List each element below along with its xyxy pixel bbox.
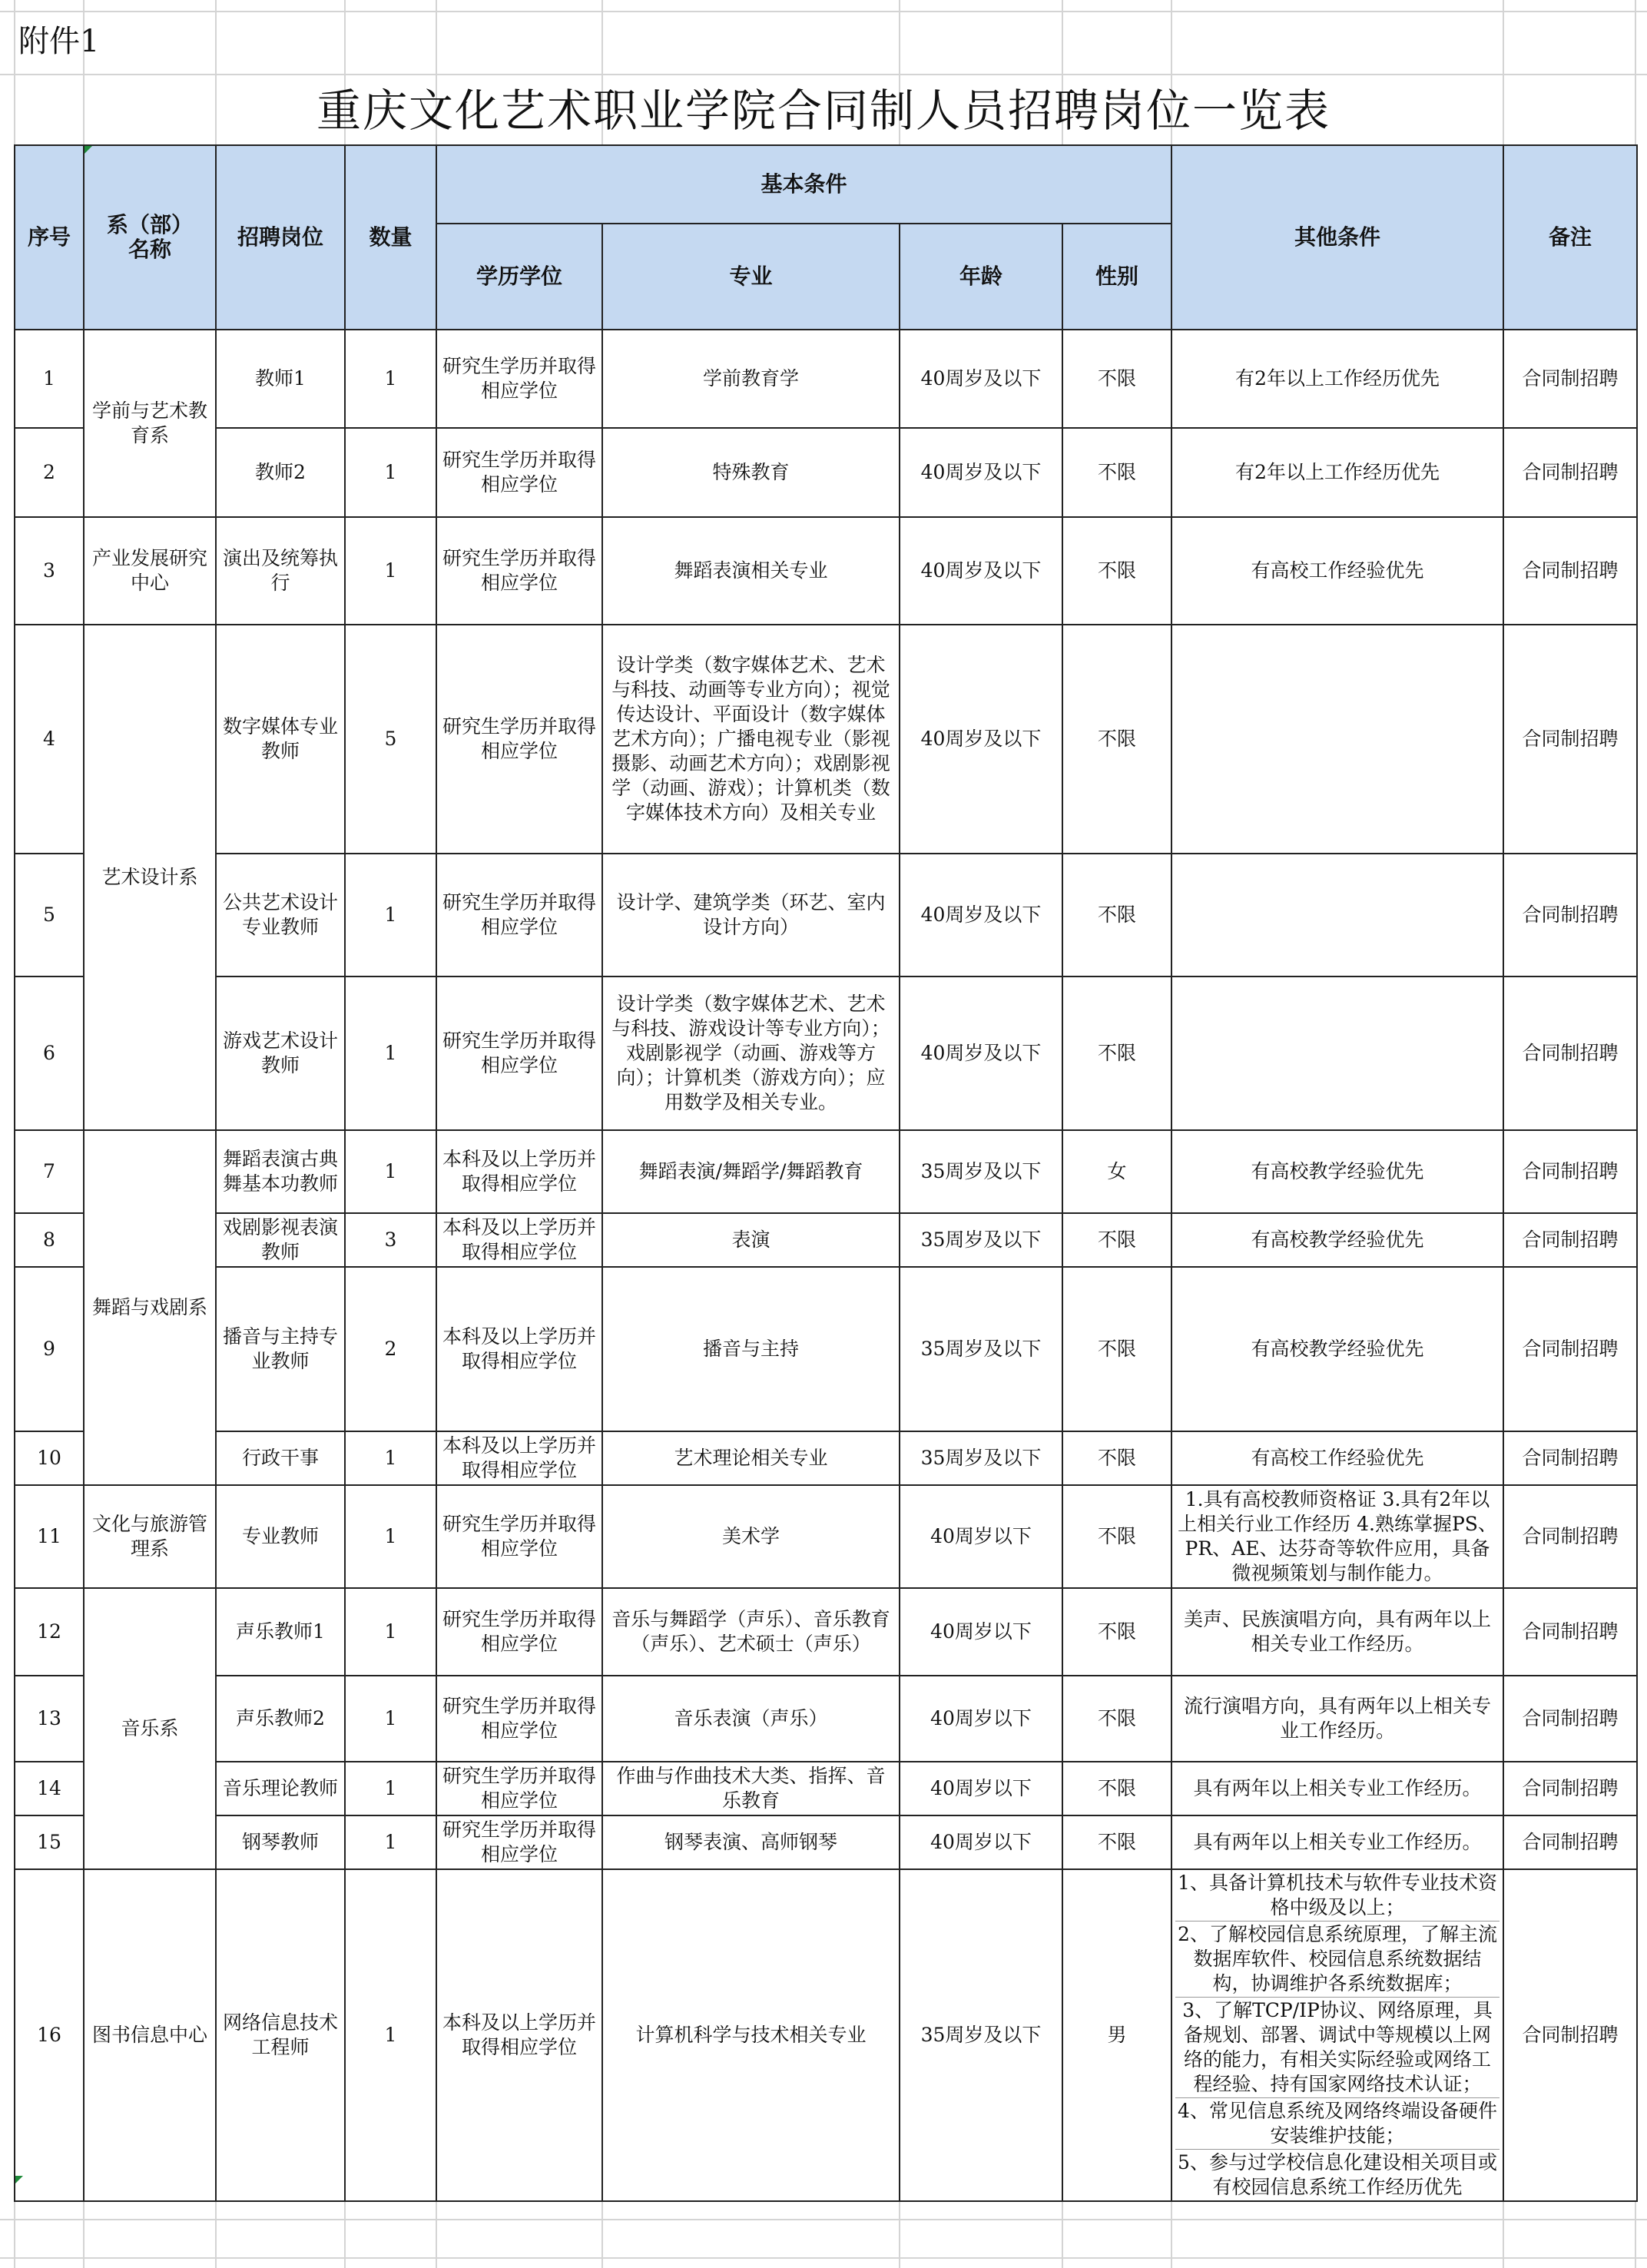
cell-remark: 合同制招聘 [1503, 1130, 1637, 1213]
cell-seq: 4 [15, 625, 84, 854]
table-row [15, 976, 1637, 1130]
header-remark: 备注 [1503, 145, 1637, 330]
table-row [15, 1485, 1637, 1588]
cell-count: 2 [345, 1267, 436, 1431]
cell-major: 学前教育学 [602, 330, 900, 428]
cell-education: 本科及以上学历并取得相应学位 [436, 1213, 602, 1267]
table-row [15, 1267, 1637, 1431]
cell-major: 设计学类（数字媒体艺术、艺术与科技、动画等专业方向）；视觉传达设计、平面设计（数字媒体艺术方向）；广播电视专业（影视摄影、动画艺术方向）；戏剧影视学（动画、游戏）；计算机类（数字媒体技术方向）及相关专业 [602, 625, 900, 854]
cell-other-list [1171, 1869, 1503, 2201]
cell-count: 1 [345, 517, 436, 625]
cell-gender: 不限 [1062, 854, 1171, 976]
cell-position: 网络信息技术工程师 [216, 1869, 345, 2201]
table-row [15, 1588, 1637, 1676]
cell-education: 研究生学历并取得相应学位 [436, 976, 602, 1130]
cell-age: 40周岁以下 [900, 1676, 1062, 1762]
cell-education: 研究生学历并取得相应学位 [436, 428, 602, 517]
cell-remark: 合同制招聘 [1503, 1762, 1637, 1815]
cell-remark: 合同制招聘 [1503, 330, 1637, 428]
cell-major: 表演 [602, 1213, 900, 1267]
cell-major: 艺术理论相关专业 [602, 1431, 900, 1485]
cell-seq: 11 [15, 1485, 84, 1588]
cell-age: 40周岁及以下 [900, 517, 1062, 625]
cell-education: 研究生学历并取得相应学位 [436, 330, 602, 428]
cell-gender: 不限 [1062, 1588, 1171, 1676]
cell-other [1171, 976, 1503, 1130]
cell-count: 1 [345, 330, 436, 428]
cell-other [1171, 854, 1503, 976]
cell-education: 研究生学历并取得相应学位 [436, 517, 602, 625]
cell-count: 1 [345, 1815, 436, 1869]
cell-count: 1 [345, 428, 436, 517]
cell-dept: 艺术设计系 [84, 625, 216, 1130]
cell-seq: 7 [15, 1130, 84, 1213]
cell-gender: 不限 [1062, 1431, 1171, 1485]
cell-position: 教师2 [216, 428, 345, 517]
cell-education: 本科及以上学历并取得相应学位 [436, 1431, 602, 1485]
cell-seq: 15 [15, 1815, 84, 1869]
header-basic: 基本条件 [436, 145, 1171, 224]
cell-count: 1 [345, 854, 436, 976]
table-row [15, 428, 1637, 517]
cell-count: 1 [345, 1431, 436, 1485]
cell-remark: 合同制招聘 [1503, 854, 1637, 976]
cell-other: 具有两年以上相关专业工作经历。 [1171, 1815, 1503, 1869]
cell-position: 舞蹈表演古典舞基本功教师 [216, 1130, 345, 1213]
cell-age: 40周岁以下 [900, 1485, 1062, 1588]
table-row [15, 1869, 1637, 2201]
recruitment-table [14, 144, 1638, 2202]
cell-position: 戏剧影视表演教师 [216, 1213, 345, 1267]
cell-count: 1 [345, 976, 436, 1130]
cell-major: 音乐表演（声乐） [602, 1676, 900, 1762]
cell-dept: 学前与艺术教育系 [84, 330, 216, 517]
cell-age: 40周岁及以下 [900, 976, 1062, 1130]
cell-other: 具有两年以上相关专业工作经历。 [1171, 1762, 1503, 1815]
cell-marker-icon [15, 2176, 23, 2183]
table-row [15, 625, 1637, 854]
cell-position: 教师1 [216, 330, 345, 428]
cell-seq: 5 [15, 854, 84, 976]
table-row [15, 1213, 1637, 1267]
cell-age: 35周岁及以下 [900, 1431, 1062, 1485]
cell-gender: 不限 [1062, 976, 1171, 1130]
cell-position: 钢琴教师 [216, 1815, 345, 1869]
requirement-item: 5、参与过学校信息化建设相关项目或有校园信息系统工作经历优先 [1178, 2151, 1497, 2198]
gridline [0, 2219, 1647, 2220]
header-seq: 序号 [15, 145, 84, 330]
cell-major: 计算机科学与技术相关专业 [602, 1869, 900, 2201]
cell-seq: 6 [15, 976, 84, 1130]
header-major: 专业 [602, 224, 900, 330]
cell-gender: 不限 [1062, 1267, 1171, 1431]
cell-gender: 不限 [1062, 1213, 1171, 1267]
cell-education: 研究生学历并取得相应学位 [436, 1588, 602, 1676]
cell-position: 游戏艺术设计教师 [216, 976, 345, 1130]
cell-dept: 音乐系 [84, 1588, 216, 1869]
cell-remark: 合同制招聘 [1503, 517, 1637, 625]
cell-other: 流行演唱方向，具有两年以上相关专业工作经历。 [1171, 1676, 1503, 1762]
header-education: 学历学位 [436, 224, 602, 330]
table-row [15, 1815, 1637, 1869]
cell-count: 3 [345, 1213, 436, 1267]
cell-major: 舞蹈表演/舞蹈学/舞蹈教育 [602, 1130, 900, 1213]
cell-other: 有高校工作经验优先 [1171, 517, 1503, 625]
cell-education: 研究生学历并取得相应学位 [436, 1676, 602, 1762]
requirement-item: 4、常见信息系统及网络终端设备硬件安装维护技能； [1175, 2098, 1500, 2150]
gridline [0, 2257, 1647, 2259]
cell-age: 35周岁及以下 [900, 1213, 1062, 1267]
cell-education: 研究生学历并取得相应学位 [436, 625, 602, 854]
cell-major: 美术学 [602, 1485, 900, 1588]
cell-dept: 文化与旅游管理系 [84, 1485, 216, 1588]
cell-age: 40周岁及以下 [900, 330, 1062, 428]
cell-major: 作曲与作曲技术大类、指挥、音乐教育 [602, 1762, 900, 1815]
header-other: 其他条件 [1171, 145, 1503, 330]
cell-gender: 不限 [1062, 1815, 1171, 1869]
gridline [0, 74, 1647, 75]
cell-gender: 不限 [1062, 428, 1171, 517]
table-row [15, 1431, 1637, 1485]
cell-marker-icon [85, 146, 92, 154]
cell-other: 1.具有高校教师资格证 3.具有2年以上相关行业工作经历 4.熟练掌握PS、PR、AE、达芬奇等软件应用，具备微视频策划与制作能力。 [1171, 1485, 1503, 1588]
cell-education: 研究生学历并取得相应学位 [436, 1762, 602, 1815]
cell-dept: 产业发展研究中心 [84, 517, 216, 625]
cell-age: 40周岁及以下 [900, 428, 1062, 517]
cell-seq: 10 [15, 1431, 84, 1485]
cell-remark: 合同制招聘 [1503, 1431, 1637, 1485]
cell-seq: 3 [15, 517, 84, 625]
cell-position: 音乐理论教师 [216, 1762, 345, 1815]
cell-major: 设计学、建筑学类（环艺、室内设计方向） [602, 854, 900, 976]
header-age: 年龄 [900, 224, 1062, 330]
cell-age: 40周岁及以下 [900, 854, 1062, 976]
table-row [15, 1762, 1637, 1815]
cell-major: 音乐与舞蹈学（声乐）、音乐教育（声乐）、艺术硕士（声乐） [602, 1588, 900, 1676]
cell-remark: 合同制招聘 [1503, 1485, 1637, 1588]
table-row [15, 517, 1637, 625]
cell-education: 本科及以上学历并取得相应学位 [436, 1869, 602, 2201]
header-count: 数量 [345, 145, 436, 330]
table-row [15, 1676, 1637, 1762]
cell-gender: 不限 [1062, 1676, 1171, 1762]
cell-position: 声乐教师2 [216, 1676, 345, 1762]
cell-remark: 合同制招聘 [1503, 1213, 1637, 1267]
requirement-item: 1、具备计算机技术与软件专业技术资格中级及以上； [1175, 1870, 1500, 1922]
header-gender: 性别 [1062, 224, 1171, 330]
cell-remark: 合同制招聘 [1503, 976, 1637, 1130]
cell-remark: 合同制招聘 [1503, 1869, 1637, 2201]
cell-count: 5 [345, 625, 436, 854]
cell-count: 1 [345, 1676, 436, 1762]
cell-count: 1 [345, 1485, 436, 1588]
cell-gender: 不限 [1062, 330, 1171, 428]
cell-count: 1 [345, 1130, 436, 1213]
cell-seq: 2 [15, 428, 84, 517]
cell-position: 公共艺术设计专业教师 [216, 854, 345, 976]
cell-gender: 不限 [1062, 1762, 1171, 1815]
table-row [15, 1130, 1637, 1213]
cell-seq: 8 [15, 1213, 84, 1267]
cell-remark: 合同制招聘 [1503, 428, 1637, 517]
cell-age: 35周岁及以下 [900, 1869, 1062, 2201]
cell-count: 1 [345, 1588, 436, 1676]
cell-count: 1 [345, 1869, 436, 2201]
cell-dept: 舞蹈与戏剧系 [84, 1130, 216, 1485]
cell-education: 研究生学历并取得相应学位 [436, 854, 602, 976]
cell-remark: 合同制招聘 [1503, 1267, 1637, 1431]
requirement-item: 3、了解TCP/IP协议、网络原理，具备规划、部署、调试中等规模以上网络的能力，有相关实际经验或网络工程经验、持有国家网络技术认证； [1175, 1998, 1500, 2098]
header-position: 招聘岗位 [216, 145, 345, 330]
cell-position: 声乐教师1 [216, 1588, 345, 1676]
cell-major: 钢琴表演、高师钢琴 [602, 1815, 900, 1869]
cell-position: 专业教师 [216, 1485, 345, 1588]
cell-seq: 14 [15, 1762, 84, 1815]
cell-age: 35周岁及以下 [900, 1267, 1062, 1431]
table-row [15, 854, 1637, 976]
cell-other: 美声、民族演唱方向，具有两年以上相关专业工作经历。 [1171, 1588, 1503, 1676]
cell-remark: 合同制招聘 [1503, 1676, 1637, 1762]
cell-education: 本科及以上学历并取得相应学位 [436, 1267, 602, 1431]
cell-age: 40周岁以下 [900, 1762, 1062, 1815]
cell-remark: 合同制招聘 [1503, 1588, 1637, 1676]
cell-age: 35周岁及以下 [900, 1130, 1062, 1213]
cell-age: 40周岁以下 [900, 1588, 1062, 1676]
cell-age: 40周岁及以下 [900, 625, 1062, 854]
cell-seq: 13 [15, 1676, 84, 1762]
cell-count: 1 [345, 1762, 436, 1815]
cell-education: 本科及以上学历并取得相应学位 [436, 1130, 602, 1213]
cell-other [1171, 625, 1503, 854]
cell-other: 有高校教学经验优先 [1171, 1213, 1503, 1267]
cell-gender: 不限 [1062, 1485, 1171, 1588]
header-dept: 系（部） 名称 [84, 145, 216, 330]
cell-gender: 不限 [1062, 517, 1171, 625]
cell-major: 设计学类（数字媒体艺术、艺术与科技、游戏设计等专业方向）；戏剧影视学（动画、游戏等方向）；计算机类（游戏方向）；应用数学及相关专业。 [602, 976, 900, 1130]
cell-other: 有高校工作经验优先 [1171, 1431, 1503, 1485]
cell-other: 有2年以上工作经历优先 [1171, 330, 1503, 428]
cell-seq: 1 [15, 330, 84, 428]
cell-major: 舞蹈表演相关专业 [602, 517, 900, 625]
attachment-label: 附件1 [18, 24, 100, 59]
cell-seq: 9 [15, 1267, 84, 1431]
cell-position: 演出及统筹执行 [216, 517, 345, 625]
page-title: 重庆文化艺术职业学院合同制人员招聘岗位一览表 [316, 85, 1331, 137]
gridline [0, 11, 1647, 12]
cell-age: 40周岁以下 [900, 1815, 1062, 1869]
cell-seq: 12 [15, 1588, 84, 1676]
cell-position: 数字媒体专业教师 [216, 625, 345, 854]
cell-major: 特殊教育 [602, 428, 900, 517]
cell-gender: 不限 [1062, 625, 1171, 854]
cell-major: 播音与主持 [602, 1267, 900, 1431]
cell-gender: 男 [1062, 1869, 1171, 2201]
cell-seq: 16 [15, 1869, 84, 2201]
cell-position: 行政干事 [216, 1431, 345, 1485]
cell-position: 播音与主持专业教师 [216, 1267, 345, 1431]
cell-other: 有高校教学经验优先 [1171, 1130, 1503, 1213]
cell-remark: 合同制招聘 [1503, 1815, 1637, 1869]
cell-other: 有2年以上工作经历优先 [1171, 428, 1503, 517]
cell-remark: 合同制招聘 [1503, 625, 1637, 854]
cell-gender: 女 [1062, 1130, 1171, 1213]
cell-education: 研究生学历并取得相应学位 [436, 1485, 602, 1588]
cell-education: 研究生学历并取得相应学位 [436, 1815, 602, 1869]
table-row [15, 330, 1637, 428]
cell-dept: 图书信息中心 [84, 1869, 216, 2201]
cell-other: 有高校教学经验优先 [1171, 1267, 1503, 1431]
requirement-item: 2、了解校园信息系统原理，了解主流数据库软件、校园信息系统数据结构，协调维护各系统数据库； [1175, 1922, 1500, 1998]
